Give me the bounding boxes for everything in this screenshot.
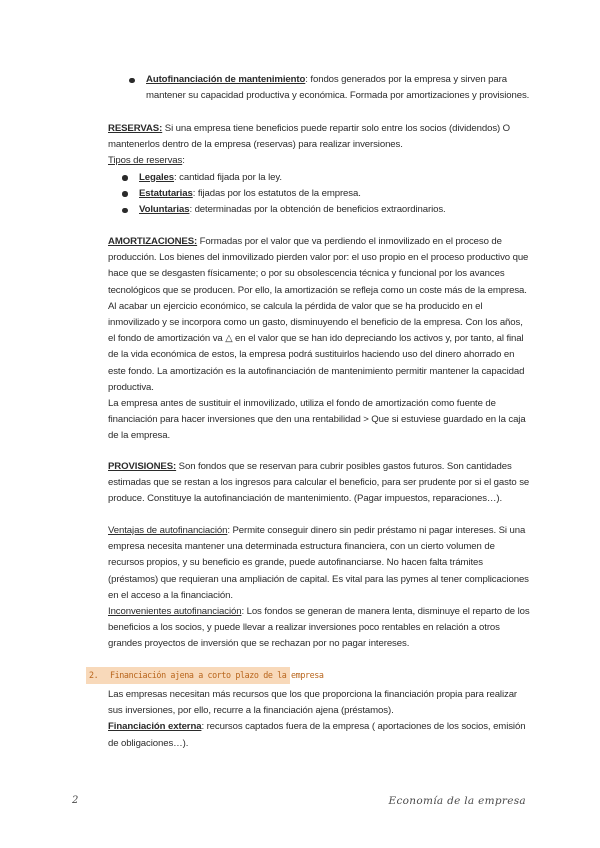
list-item: Estatutarias: fijadas por los estatutos de la empresa. bbox=[101, 186, 530, 202]
section-2-body bbox=[108, 687, 530, 752]
list-item bbox=[108, 72, 530, 104]
amortizaciones-heading: AMORTIZACIONES: bbox=[108, 236, 198, 247]
footer-title: Economía de la empresa bbox=[388, 795, 526, 807]
amortizaciones-paragraph-2: La empresa antes de sustituir el inmovilizado, utiliza el fondo de amortización como fuente de financiación para hacer inversiones que den una rentabilidad > Que si estuviese guardado en la caja de la empresa. bbox=[108, 398, 526, 442]
list-item: Legales: cantidad fijada por la ley. bbox=[101, 170, 530, 186]
provisiones-text: Son fondos que se reservan para cubrir posibles gastos futuros. Son cantidades estimadas que se restan a los ingresos para calcular el beneficio, para ser prudente por si el gasto se produce. Constituye la autofinanciación de mantenimiento. (Pagar impuestos, reparaciones…). bbox=[108, 461, 530, 505]
provisiones-heading: PROVISIONES: bbox=[108, 461, 177, 472]
page-number: 2 bbox=[72, 795, 79, 806]
autofinanciacion-term: Autofinanciación de mantenimiento bbox=[146, 74, 306, 85]
section-heading-2 bbox=[86, 667, 324, 684]
inconvenientes-text: : Los fondos se generan de manera lenta, disminuye el reparto de los beneficios a los socios, y puede llevar a realizar inversiones poco rentables en relación a otros grandes proyectos de inversión que se rechazan por no pagar intereses. bbox=[108, 606, 530, 650]
section-number: 2. bbox=[89, 670, 99, 680]
autofinanciacion-text: : fondos generados por la empresa y sirven para mantener su capacidad productiva y económica. Formada por amortizaciones y provisiones. bbox=[146, 74, 530, 102]
provisiones-paragraph bbox=[108, 459, 530, 508]
financiacion-externa-label: Financiación externa bbox=[108, 721, 202, 733]
financiacion-externa-text: : recursos captados fuera de la empresa ( aportaciones de los socios, emisión de obligaciones…). bbox=[108, 721, 526, 749]
amortizaciones-section bbox=[108, 234, 530, 445]
provisiones-section bbox=[108, 459, 530, 508]
reservas-paragraph bbox=[108, 121, 530, 153]
reservas-types-label: Tipos de reservas: bbox=[108, 155, 185, 167]
autofinanciacion-bullet-list bbox=[108, 72, 530, 104]
financiacion-externa-paragraph bbox=[108, 719, 530, 751]
ventajas-text: : Permite conseguir dinero sin pedir préstamo ni pagar intereses. Si una empresa necesita mantener una determinada estructura financiera, con un cierto volumen de recursos propios, y su beneficio es grande, puede autofinanciarse. No hacen falta trámites (préstamos) que requieran una ampliación de capital. Es vital para las pymes al tener complicaciones en el acceso a la financiación. bbox=[108, 525, 529, 601]
reservas-text: Si una empresa tiene beneficios puede repartir solo entre los socios (dividendos) O mantenerlos dentro de la empresa (reservas) para realizar inversiones. bbox=[108, 123, 511, 151]
section-2-paragraph: Las empresas necesitan más recursos que los que proporciona la financiación propia para realizar sus inversiones, por ello, recurre a la financiación ajena (préstamos). bbox=[108, 689, 518, 717]
inconvenientes-paragraph bbox=[108, 604, 530, 653]
amortizaciones-paragraph bbox=[108, 234, 530, 396]
reservas-heading: RESERVAS: bbox=[108, 123, 163, 134]
ventajas-section bbox=[108, 523, 530, 653]
inconvenientes-label: Inconvenientes autofinanciación bbox=[108, 606, 242, 618]
reservas-section bbox=[108, 121, 530, 218]
ventajas-label: Ventajas de autofinanciación bbox=[108, 525, 228, 536]
section-title: Financiación ajena a corto plazo de la empresa bbox=[110, 670, 324, 680]
list-item: Voluntarias: determinadas por la obtención de beneficios extraordinarios. bbox=[101, 202, 530, 218]
reservas-types-list bbox=[101, 170, 530, 219]
ventajas-paragraph bbox=[108, 523, 530, 604]
amortizaciones-text: Formadas por el valor que va perdiendo el inmovilizado en el proceso de producción. Los bienes del inmovilizado pierden valor por: el uso propio en el proceso productivo que hace que se desgasten físicamente; o por su obsolescencia técnica y funcional por los avances tecnológicos que se producen. Por ello, la amortización se refleja como un coste más de la empresa. Al acabar un ejercicio económico, se calcula la pérdida de valor que se ha producido en el inmovilizado y se incorpora como un gasto, disminuyendo el beneficio de la empresa. Con los años, el fondo de amortización va △ en el valor que se han ido depreciando los activos y, por tanto, al final de la vida económica de estos, la empresa podrá sustituirlos haciendo uso del dinero ahorrado en este fondo. La amortización es la autofinanciación de mantenimiento permitir mantener la capacidad productiva. bbox=[108, 236, 529, 393]
